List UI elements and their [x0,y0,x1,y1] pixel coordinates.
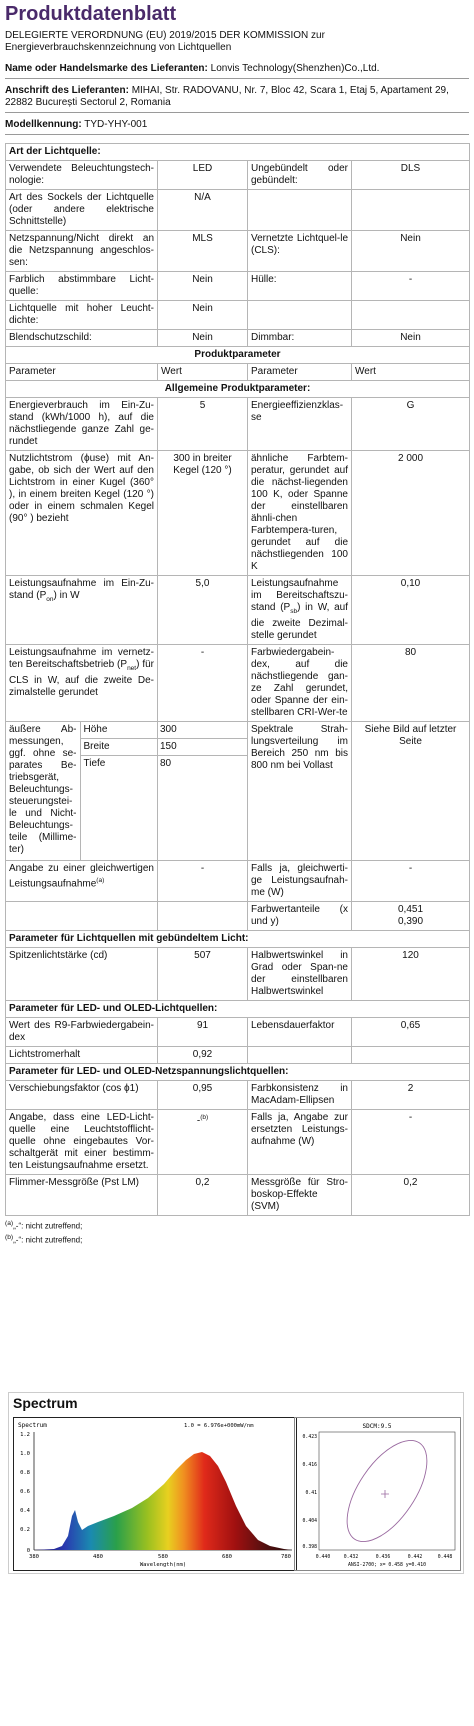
cell-label: Lebensdauerfaktor [248,1018,352,1047]
cell-value: Nein [158,301,248,330]
inner-title: Spectrum [18,1422,47,1429]
cell-label: Energieverbrauch im Ein-Zu-stand (kWh/1000 h), auf die nächstliegende ganze Zahl ge-rundet [6,398,158,451]
cell-value: 0,2 [158,1175,248,1216]
table-row [6,1081,470,1110]
general-params-title: Allgemeine Produktparameter: [6,381,470,398]
cell-label: Halbwertswinkel in Grad oder Span-ne der einstellbaren Halbwertswinkel [248,948,352,1001]
cell-value: MLS [158,231,248,272]
table-row [6,1047,470,1064]
y-tick: 0.398 [302,1545,317,1550]
col-header: Wert [158,364,248,381]
dim-value: 300 [158,722,247,739]
cell-value: 80 [352,645,470,722]
cell-label: Angabe, dass eine LED-Licht-quelle eine Leuchtstofflicht-quelle ohne eingebautes Vor-schaltgerät mit einer bestimm-ten Leistungsaufnahme ersetzt. [6,1110,158,1175]
address-value: MIHAI, Str. RADOVANU, Nr. 7, Bloc 42, Scara 1, Etaj 5, Apartament 29, 22882 București Sectorul 2, Romania [5,85,449,108]
cell-value: Nein [158,330,248,347]
spectrum-chart [13,1417,297,1571]
cell-value: N/A [158,190,248,231]
cell-value: 2 000 [352,451,470,576]
datasheet [5,0,469,1245]
empty-cell [6,902,158,931]
x-tick: 580 [158,1554,168,1560]
cell-label: Ungebündelt oder gebündelt: [248,161,352,190]
cell-label: Art des Sockels der Lichtquelle (oder andere elektrische Schnittstelle) [6,190,158,231]
cell-label: Flimmer-Messgröße (Pst LM) [6,1175,158,1216]
mains-section-title: Parameter für LED- und OLED-Netzspannungslichtquellen: [6,1064,470,1081]
y-tick: 0.416 [302,1463,317,1468]
chroma-y: 0,390 [397,916,424,927]
address-label: Anschrift des Lieferanten: [5,85,129,96]
cell-value [352,1047,470,1064]
center-marker [381,1490,389,1498]
footnote [5,1232,469,1246]
cell-label: Verwendete Beleuchtungstech-nologie: [6,161,158,190]
table-row [6,948,470,1001]
x-tick: 680 [222,1554,232,1560]
y-tick: 1.2 [20,1432,30,1438]
table-row [6,272,470,301]
cell-label: Farblich abstimmbare Licht-quelle: [6,272,158,301]
x-tick: 0.432 [343,1555,359,1560]
address-line [5,79,469,113]
cell-label: äußere Ab-messungen, ggf. ohne se-parates Be-triebsgerät, Beleuchtungs-steuerungstei-le und Nicht-Beleuchtungs-teile (Millime-ter) [6,722,80,860]
col-header: Wert [352,364,470,381]
column-headers [6,364,470,381]
cell-value: 0,92 [158,1047,248,1064]
cell-label [6,576,158,645]
table-row [6,902,470,931]
table-row [6,451,470,576]
cell-label: Lichtstromerhalt [6,1047,158,1064]
dim-key: Höhe [80,722,157,739]
x-tick: 0.436 [375,1555,391,1560]
x-tick: 0.442 [407,1555,423,1560]
cell-value: Nein [352,231,470,272]
cell-value: 120 [352,948,470,1001]
cell-label: Farbwertanteile (x und y) [248,902,352,931]
sdcm-chart [294,1417,461,1571]
type-table [5,143,470,1216]
x-tick: 380 [29,1554,39,1560]
superscript: (b) [200,1114,209,1121]
cell-label: Dimmbar: [248,330,352,347]
product-params-title: Produktparameter [6,347,470,364]
table-row [6,1018,470,1047]
cell-label: Netzspannung/Nicht direkt an die Netzspannung angeschlos-sen: [6,231,158,272]
cell-label: Nutzlichtstrom (ϕuse) mit An-gabe, ob sich der Wert auf den Lichtstrom in einer Kugel (360° ), in einem breiten Kegel (120 °) oder in einem schmalen Kegel (90° ) bezieht [6,451,158,576]
cell-label: Blendschutzschild: [6,330,158,347]
cell-value: 5 [158,398,248,451]
cell-value: 5,0 [158,576,248,645]
y-tick: 0.423 [302,1435,317,1440]
cell-label [6,645,158,722]
dims-inner [6,722,157,860]
cell-label: Energieeffizienzklas-se [248,398,352,451]
scale-label: 1.0 = 6.976e+000mW/nm [184,1423,254,1429]
sdcm-footer: ANSI-2700; x= 0.458 y=0.410 [348,1563,426,1568]
footnote-text: „-“: nicht zutreffend; [13,1221,83,1231]
cell-label: Vernetzte Lichtquel-le (CLS): [248,231,352,272]
text: ) in W, auf die zweite Dezimal-stelle gerundet [251,602,349,641]
cell-label: Messgröße für Stro-boskop-Effekte (SVM) [248,1175,352,1216]
table-row [6,645,470,722]
text: ) für CLS in W, auf die zweite De-zimalstelle gerundet [9,659,154,698]
dim-key: Tiefe [83,758,106,769]
cell-label: Falls ja, gleichwerti-ge Leistungsaufnah-me (W) [248,861,352,902]
cell-value: G [352,398,470,451]
y-tick: 0.2 [20,1527,30,1533]
dim-value: 150 [158,739,247,756]
cell-value [352,902,470,931]
cell-label: Farbkonsistenz in MacAdam-Ellipsen [248,1081,352,1110]
cell-value: - [352,1110,470,1175]
cell-value: - [352,861,470,902]
footnotes [5,1218,469,1245]
dim-key: Breite [80,739,157,756]
macadam-ellipse [331,1427,442,1554]
x-axis-label: Wavelength(nm) [139,1562,187,1568]
directional-section-title: Parameter für Lichtquellen mit gebündeltem Licht: [6,931,470,948]
table-row [6,722,470,861]
cell-value: - [158,861,248,902]
cell-value: Nein [352,330,470,347]
cell-label: Falls ja, Angabe zur ersetzten Leistungs-aufnahme (W) [248,1110,352,1175]
supplier-value: Lonvis Technology(Shenzhen)Co.,Ltd. [210,63,380,74]
table-row [6,161,470,190]
cell-value: 2 [352,1081,470,1110]
dims-cell [6,722,158,861]
text: Leistungsaufnahme im Bereitschaftszu-stand (P [251,578,348,613]
spectrum-title: Spectrum [13,1395,78,1411]
cell-label: Wert des R9-Farbwiedergabein-dex [6,1018,158,1047]
cell-label: Farbwiedergabein-dex, auf die nächstliegende gan-ze Zahl gerundet, oder Spanne der ein-stellbaren CRI-Wer-te [248,645,352,722]
model-value: TYD-YHY-001 [84,119,148,130]
sdcm-x-ticks [316,1554,453,1560]
table-row [6,1110,470,1175]
x-tick: 480 [93,1554,103,1560]
y-tick: 0.404 [302,1519,317,1524]
x-tick: 0.440 [315,1555,331,1560]
subscript: sb [290,608,298,615]
cell-value: 0,2 [352,1175,470,1216]
text: Leistungsaufnahme im Ein-Zu-stand (P [9,578,154,601]
cell-label [248,1047,352,1064]
col-header: Parameter [248,364,352,381]
chroma-x: 0,451 [397,904,424,915]
subscript: net [127,665,137,672]
subscript: on [46,596,54,603]
table-row [6,231,470,272]
supplier-line [5,60,469,79]
cell-value [352,190,470,231]
cell-label: Hülle: [248,272,352,301]
cell-label [248,576,352,645]
cell-label: Verschiebungsfaktor (cos ϕ1) [6,1081,158,1110]
model-label: Modellkennung: [5,119,82,130]
spectrum-figure [8,1392,464,1574]
cell-label [248,190,352,231]
table-row [6,1175,470,1216]
cell-label: Lichtquelle mit hoher Leucht-dichte: [6,301,158,330]
cell-value: 0,10 [352,576,470,645]
cell-value: - [158,645,248,722]
text: Angabe zu einer gleichwertigen Leistungsaufnahme [9,863,154,890]
cell-label [248,301,352,330]
spectrum-curve [34,1452,292,1550]
cell-value: - [352,272,470,301]
y-tick: 0.41 [305,1491,317,1496]
sdcm-y-ticks [303,1434,318,1550]
dim-value: 80 [160,758,172,769]
cell-label: Spitzenlichtstärke (cd) [6,948,158,1001]
regulation-text: DELEGIERTE VERORDNUNG (EU) 2019/2015 DER KOMMISSION zur Energieverbrauchskennzeichnung von Lichtquellen [5,30,325,53]
text: ) in W [53,590,80,601]
cell-value: 300 in breiter Kegel (120 °) [158,451,248,576]
superscript: (a) [96,877,105,884]
col-header: Parameter [6,364,158,381]
cell-label: Spektrale Strah-lungsverteilung im Bereich 250 nm bis 800 nm bei Vollast [248,722,352,861]
text: Leistungsaufnahme im vernetz-ten Bereitschaftsbetrieb (P [9,647,154,670]
y-tick: 0.8 [20,1470,30,1476]
footnote [5,1218,469,1232]
y-tick: 0 [26,1548,30,1554]
x-tick: 0.448 [437,1555,453,1560]
cell-value: 507 [158,948,248,1001]
cell-value: 0,65 [352,1018,470,1047]
type-section-title: Art der Lichtquelle: [6,144,470,161]
page-title: Produktdatenblatt [5,3,177,25]
table-row [6,301,470,330]
supplier-label: Name oder Handelsmarke des Lieferanten: [5,63,208,74]
x-ticks [29,1554,291,1560]
y-ticks [20,1432,31,1554]
led-section-title: Parameter für LED- und OLED-Lichtquellen: [6,1001,470,1018]
cell-label: ähnliche Farbtem-peratur, gerundet auf die nächst-liegenden 100 K, oder Spanne der einstellbaren ähnli-chen Farbtempera-turen, gerundet auf die nächstliegenden 100 K [248,451,352,576]
cell-value: LED [158,161,248,190]
x-tick: 780 [281,1554,291,1560]
table-row [6,398,470,451]
table-row [6,576,470,645]
sdcm-title: SDCM:9.5 [362,1423,392,1430]
model-line [5,113,469,135]
footnote-text: „-“: nicht zutreffend; [13,1235,83,1245]
cell-value: 91 [158,1018,248,1047]
footnote-mark: (b) [5,1233,14,1241]
y-tick: 1.0 [20,1451,30,1457]
cell-value: Nein [158,272,248,301]
table-row [6,190,470,231]
table-row [6,330,470,347]
cell-value [158,1110,248,1175]
y-tick: 0.6 [20,1489,30,1495]
cell-label [6,861,158,902]
empty-cell [158,902,248,931]
cell-value: DLS [352,161,470,190]
dims-values [158,722,248,861]
cell-value: 0,95 [158,1081,248,1110]
footnote-mark: (a) [5,1220,14,1227]
table-row [6,861,470,902]
cell-value: Siehe Bild auf letzter Seite [352,722,470,861]
text: - [196,1115,201,1127]
cell-value [352,301,470,330]
y-tick: 0.4 [20,1508,30,1514]
